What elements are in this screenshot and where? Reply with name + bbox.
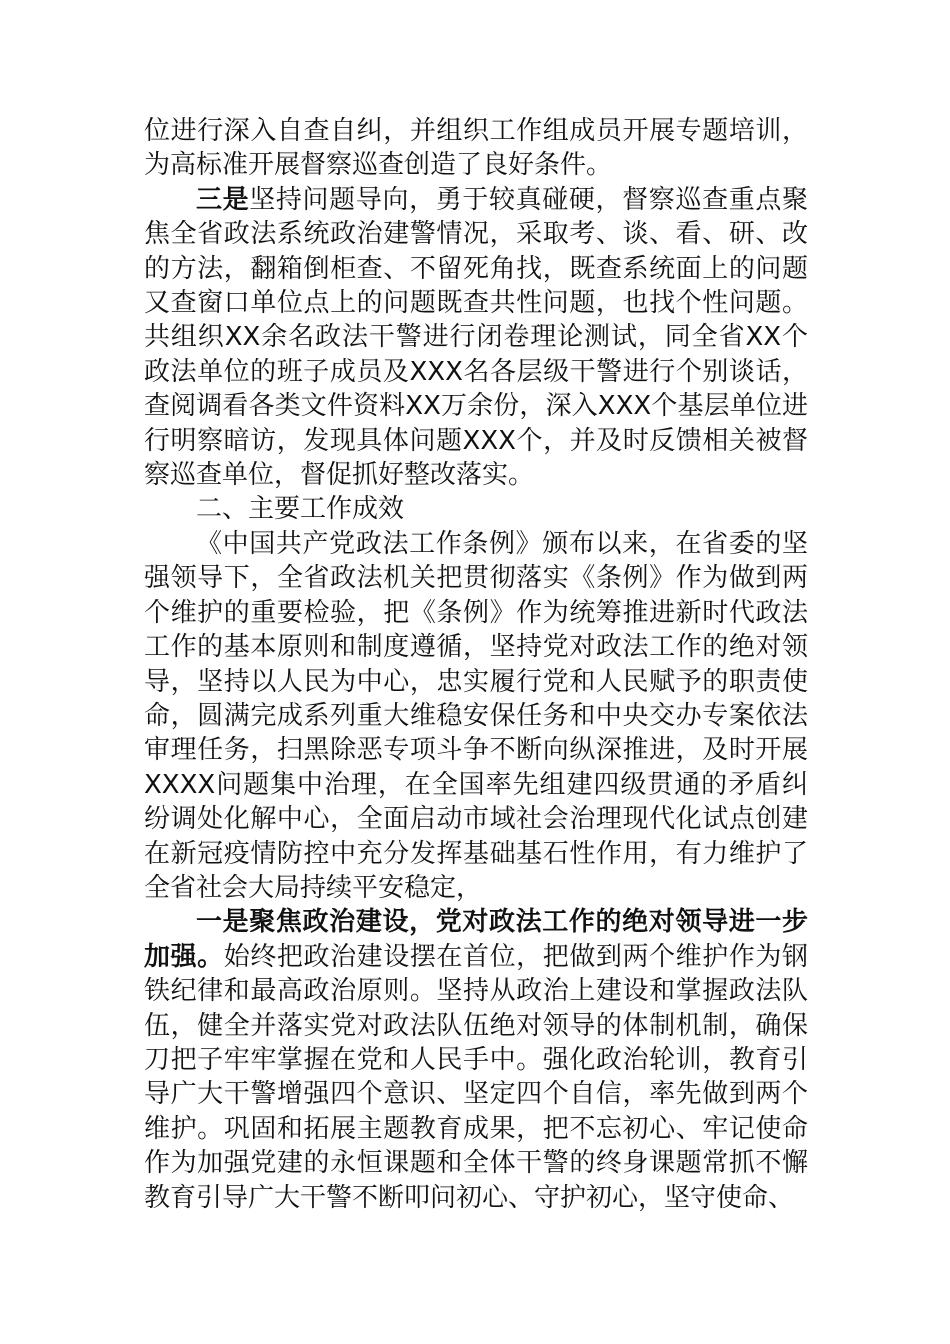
paragraph-results: 《中国共产党政法工作条例》颁布以来，在省委的坚强领导下，全省政法机关把贯彻落实《条例》作为做到两个维护的重要检验，把《条例》作为统筹推进新时代政法工作的基本原则和制度遵循，坚持党对政法工作的绝对领导，坚持以人民为中心，忠实履行党和人民赋予的职责使命，圆满完成系列重大维稳安保任务和中央交办专案依法审理任务，扫黑除恶专项斗争不断向纵深推进，及时开展XXXX问题集中治理，在全国率先组建四级贯通的矛盾纠纷调处化解中心，全面启动市域社会治理现代化试点创建在新冠疫情防控中充分发挥基础基石性作用，有力维护了全省社会大局持续平安稳定， (144, 528, 808, 903)
section-heading: 二、主要工作成效 (196, 494, 405, 525)
paragraph-continued: 位进行深入自查自纠，并组织工作组成员开展专题培训，为高标准开展督察巡查创造了良好条件。 (144, 116, 808, 181)
paragraph-one (144, 905, 808, 1215)
paragraph-three-lead: 三是 (196, 184, 250, 215)
document-page (144, 114, 808, 1215)
paragraph-one-body: 始终把政治建设摆在首位，把做到两个维护作为钢铁纪律和最高政治原则。坚持从政治上建设和掌握政法队伍，健全并落实党对政法队伍绝对领导的体制机制，确保刀把子牢牢掌握在党和人民手中。强化政治轮训，教育引导广大干警增强四个意识、坚定四个自信，率先做到两个维护。巩固和拓展主题教育成果，把不忘初心、牢记使命作为加强党建的永恒课题和全体干警的终身课题常抓不懈教育引导广大干警不断叩问初心、守护初心，坚守使命、 (144, 941, 808, 1213)
paragraph-three (144, 183, 808, 493)
paragraph-three-body: 坚持问题导向，勇于较真碰硬，督察巡查重点聚焦全省政法系统政治建警情况，采取考、谈、看、研、改的方法，翻箱倒柜查、不留死角找，既查系统面上的问题又查窗口单位点上的问题既查共性问题，也找个性问题。共组织XX余名政法干警进行闭卷理论测试，同全省XX个政法单位的班子成员及XXX名各层级干警进行个别谈话，查阅调看各类文件资料XX万余份，深入XXX个基层单位进行明察暗访，发现具体问题XXX个，并及时反馈相关被督察巡查单位，督促抓好整改落实。 (144, 184, 808, 491)
paragraph-one-lead: 一是聚焦政治建设，党对政法工作的绝对领导进一步加强。 (144, 907, 808, 972)
